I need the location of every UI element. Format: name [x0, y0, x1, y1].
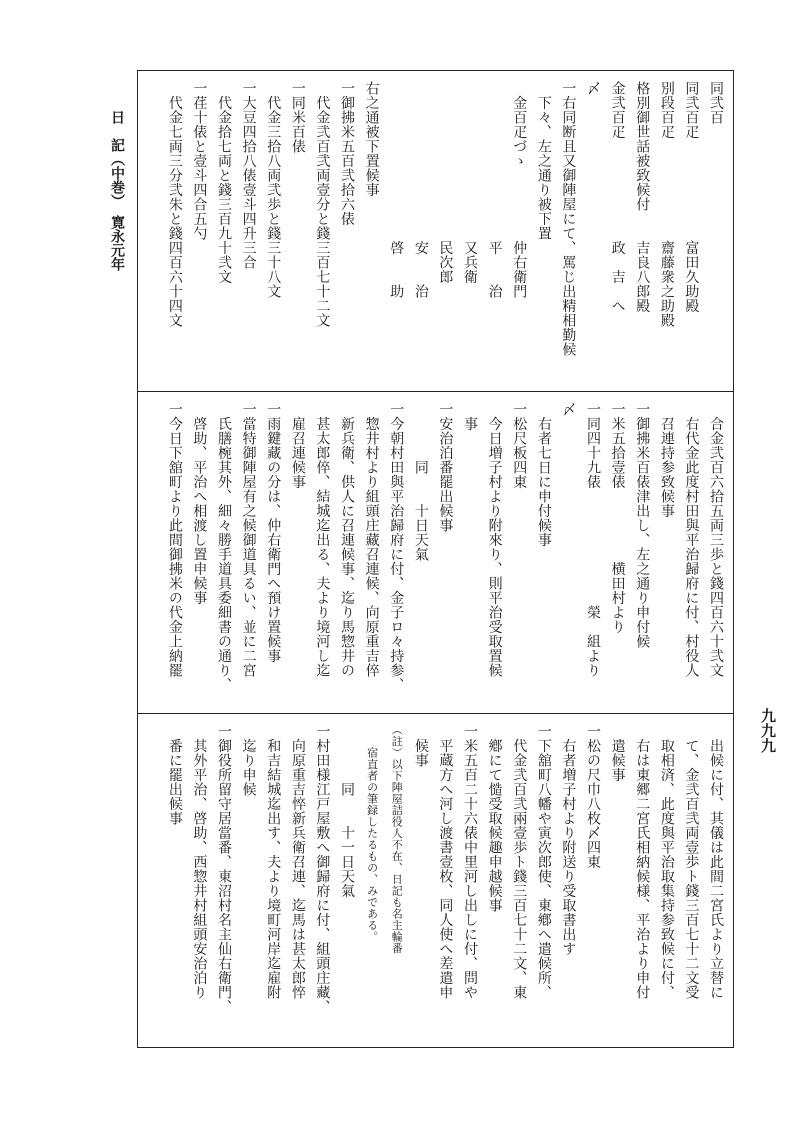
text-column: 一下舘町八幡や寅次郎使、東鄕へ遣候所、	[535, 724, 552, 1000]
text-column: 右者増子村より附送り受取書出す	[560, 724, 577, 956]
text-column: 一同米百俵	[289, 81, 306, 154]
text-column: 平蔵方へ河し渡書壹枚、同人使へ差遣申	[437, 724, 454, 1000]
text-column: 今日増子村より附來り、則平治受取置候	[486, 402, 503, 678]
text-column: 番に罷出候事	[166, 724, 183, 826]
text-column: 一御拂米百俵津出し、左之通り申付候	[634, 402, 651, 649]
text-column: 一今朝村田與平治歸府に付、金子ロ々持参、	[388, 402, 405, 692]
text-column: 出候に付、其儀は此間二宮氏より立替に	[708, 724, 724, 1000]
text-column: 取相済、此度與平治取集持参致候に付、	[658, 724, 675, 1000]
text-column: 代金弐百弐兩壹歩ト錢三百七十二文、東	[511, 724, 528, 1000]
text-column: 一松尺板四東	[511, 402, 528, 489]
text-column: （註）以下陣屋詰役人不在、日記も名主輪番	[390, 724, 404, 954]
text-column: 同 十日天氣	[412, 402, 429, 562]
text-column: 〆	[560, 402, 577, 417]
text-column: 同弐百疋 富田久助殿	[683, 81, 700, 313]
text-column: 合金弐百六拾五両三歩と錢四百六十弐文	[708, 402, 724, 678]
text-column: 代金三拾八両弐歩と錢三十八文	[265, 81, 282, 299]
text-column: 一同四十九俵 榮 組より	[585, 402, 601, 678]
text-column: 右者七日に申付候事	[535, 402, 552, 547]
text-column: 啓助、平治へ相渡し置申候事	[191, 402, 208, 605]
text-column: 同 十一日天氣	[339, 724, 355, 898]
page-number: 九九九	[759, 708, 777, 753]
text-column: 一米五拾壹俵 横田村より	[609, 402, 626, 634]
text-column: 氏膳椀其外、細々勝手道具委細書の通り、	[216, 402, 232, 692]
text-column: 安 治	[412, 81, 429, 299]
text-column: 遣候事	[609, 724, 626, 782]
text-column: 向原重吉悴新兵衛召連、迄馬は甚太郎悴	[289, 724, 306, 1000]
text-column: 一御拂米五百弐拾六俵	[339, 81, 355, 226]
text-column: 迄り申候	[240, 724, 257, 797]
text-column: 鄕にて慥受取候趣申越候事	[486, 724, 503, 913]
text-column: 下々、左之通り被下置	[535, 81, 552, 241]
text-column: 一村田様江戸屋敷へ御歸府に付、組頭庄藏、	[314, 724, 331, 1014]
text-column: 候事	[412, 724, 429, 768]
text-column: 一安治泊番罷出候事	[437, 402, 454, 533]
text-column: 一御役所留守居當番、東沼村名主仙右衛門、	[216, 724, 232, 1014]
text-column: 〆	[585, 81, 601, 96]
text-column: 一今日下舘町より此間御拂米の代金上納罷	[166, 402, 183, 678]
text-column: 民次郎	[437, 81, 454, 284]
text-column: 代金弐百弐両壹分と錢三百七十二文	[314, 81, 331, 328]
running-header: 日 記（中巻） 寛永元年	[109, 110, 125, 271]
band-bottom	[138, 714, 733, 1047]
text-column: 一右同断且又御陣屋にて、罵じ出精相勤候	[560, 81, 577, 357]
text-frame	[137, 70, 734, 1048]
text-column: 別段百疋 齋藤衆之助殿	[658, 81, 675, 328]
text-column: 同弐百	[708, 81, 724, 125]
text-column: 代金七両三分弐朱と錢四百六十四文	[166, 81, 183, 328]
text-column: て、金弐百弐両壹歩ト錢三百七十二文受	[683, 724, 700, 1000]
text-column: 格別御世話被致候付 吉良八郎殿	[634, 81, 651, 313]
text-column: 金弐百疋 政 吉 へ	[609, 81, 626, 313]
text-column: 金百疋づゝ 仲右衛門	[511, 81, 528, 299]
band-top	[138, 71, 733, 391]
text-column: 召連持参致候事	[658, 402, 675, 518]
text-column: 啓 助	[388, 81, 405, 299]
text-column: 惣井村より組頭庄藏召連候、向原重吉倅	[363, 402, 380, 678]
text-column: 和吉結城迄出す、夫より境町河岸迄雇附	[265, 724, 282, 1000]
text-column: 其外平治、啓助、西惣井村組頭安治泊り	[191, 724, 208, 1000]
text-column: 一米五百二十六俵中里河し出しに付、問や	[462, 724, 478, 1000]
text-column: 一大豆四拾八俵壹斗四升三合	[240, 81, 257, 270]
text-column: 一松の尺巾八枚〆四東	[585, 724, 601, 869]
text-column: 雇召連候事	[289, 402, 306, 489]
text-column: 平 治	[486, 81, 503, 299]
text-column: 代金拾七両と錢三百九十弐文	[216, 81, 232, 284]
text-column: 一當特御陣屋有之候御道具るい、並に二宮	[240, 402, 257, 678]
text-column: 又兵衛	[462, 81, 478, 284]
text-column: 甚太郎倅、結城迄出る、夫より境河し迄	[314, 402, 331, 678]
text-column: 宿直者の筆録したるもの、みである。	[365, 724, 379, 943]
text-column: 一雨鍵藏の分は、仲右衛門へ預け置候事	[265, 402, 282, 663]
text-column: 右之通被下置候事	[363, 81, 380, 197]
text-column: 右代金此度村田與平治歸府に付、村役人	[683, 402, 700, 678]
text-column: 事	[462, 402, 478, 431]
band-middle	[138, 392, 733, 713]
text-column: 新兵衛、供人に召連候事、迄り馬惣井の	[339, 402, 355, 678]
text-column: 一荏十俵と壹斗四合五勺	[191, 81, 208, 241]
text-column: 右は東郷二宮氏相納候様、平治より申付	[634, 724, 651, 1000]
